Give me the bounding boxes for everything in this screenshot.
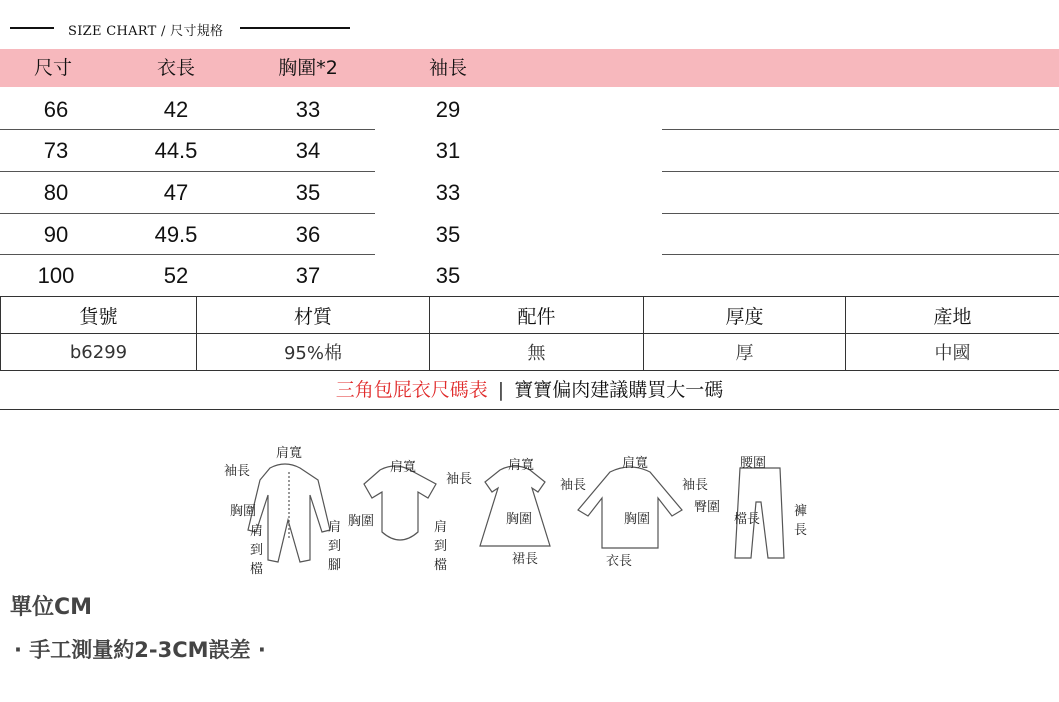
row-divider bbox=[0, 254, 375, 255]
spec-header-item-no: 貨號 bbox=[1, 297, 197, 334]
column-header-sleeve: 袖長 bbox=[428, 57, 467, 79]
label-shoulder-to-crotch: 肩到檔 bbox=[434, 520, 448, 573]
note-red-text: 三角包屁衣尺碼表 bbox=[335, 379, 488, 401]
table-cell: 35 bbox=[295, 180, 321, 205]
label-hip: 臀圍 bbox=[694, 500, 721, 515]
spec-header-origin: 產地 bbox=[846, 297, 1059, 334]
spec-header-row bbox=[1, 297, 1059, 334]
row-divider bbox=[662, 254, 1059, 255]
spec-header-thickness: 厚度 bbox=[644, 297, 846, 334]
label-sleeve: 袖長 bbox=[682, 478, 709, 493]
table-cell: 35 bbox=[435, 263, 461, 288]
header-rule-left bbox=[10, 27, 54, 29]
table-cell: 73 bbox=[43, 138, 69, 163]
note-advice-text: 寶寶偏肉建議購買大一碼 bbox=[514, 379, 724, 401]
spec-header-accessories: 配件 bbox=[430, 297, 644, 334]
measurement-error-note: · 手工測量約2-3CM誤差 · bbox=[14, 638, 266, 662]
size-chart-header bbox=[0, 14, 360, 42]
spec-value-origin: 中國 bbox=[846, 334, 1059, 371]
table-cell: 34 bbox=[295, 138, 321, 163]
label-skirt-length: 裙長 bbox=[512, 552, 539, 567]
spec-value-accessories: 無 bbox=[430, 334, 644, 371]
table-cell: 33 bbox=[295, 97, 321, 122]
table-cell: 42 bbox=[163, 97, 189, 122]
table-cell: 44.5 bbox=[154, 138, 198, 163]
table-cell: 47 bbox=[163, 180, 189, 205]
size-advice-note bbox=[0, 372, 1059, 410]
label-sleeve: 袖長 bbox=[560, 478, 587, 493]
row-divider bbox=[0, 129, 375, 130]
row-divider bbox=[0, 171, 375, 172]
label-chest: 胸圍 bbox=[348, 514, 375, 529]
label-shoulder: 肩寬 bbox=[622, 456, 649, 471]
measurement-diagrams bbox=[200, 440, 840, 580]
label-crotch: 檔長 bbox=[734, 512, 761, 527]
label-chest: 胸圍 bbox=[230, 504, 257, 519]
spec-header-material: 材質 bbox=[197, 297, 430, 334]
table-cell: 31 bbox=[435, 138, 461, 163]
label-chest: 胸圍 bbox=[624, 512, 651, 527]
label-waist: 腰圍 bbox=[740, 456, 767, 471]
table-cell: 66 bbox=[43, 97, 69, 122]
label-chest: 胸圍 bbox=[506, 512, 533, 527]
spec-value-thickness: 厚 bbox=[644, 334, 846, 371]
label-shoulder-to-crotch: 肩到檔 bbox=[250, 524, 264, 577]
size-chart-title: SIZE CHART / 尺寸規格 bbox=[68, 24, 224, 39]
product-spec-table bbox=[0, 296, 1059, 371]
label-pants-length: 褲長 bbox=[794, 504, 808, 538]
table-cell: 52 bbox=[163, 263, 189, 288]
column-header-chest: 胸圍*2 bbox=[278, 57, 338, 79]
header-rule-right bbox=[240, 27, 350, 29]
column-header-size: 尺寸 bbox=[33, 57, 72, 79]
table-cell: 49.5 bbox=[154, 222, 198, 247]
label-shoulder-to-foot: 肩到腳 bbox=[328, 520, 342, 573]
label-shoulder: 肩寬 bbox=[390, 460, 417, 475]
label-sleeve: 袖長 bbox=[446, 472, 473, 487]
table-cell: 36 bbox=[295, 222, 321, 247]
table-cell: 100 bbox=[37, 263, 75, 288]
table-cell: 29 bbox=[435, 97, 461, 122]
spec-value-material: 95%棉 bbox=[197, 334, 430, 371]
note-separator: | bbox=[497, 379, 505, 401]
label-garment-length: 衣長 bbox=[606, 554, 633, 569]
label-shoulder: 肩寬 bbox=[276, 446, 303, 461]
row-divider bbox=[662, 213, 1059, 214]
spec-value-item-no: b6299 bbox=[1, 334, 197, 371]
column-header-length: 衣長 bbox=[156, 57, 195, 79]
row-divider bbox=[662, 129, 1059, 130]
table-cell: 90 bbox=[43, 222, 69, 247]
table-cell: 35 bbox=[435, 222, 461, 247]
label-shoulder: 肩寬 bbox=[508, 458, 535, 473]
unit-label: 單位CM bbox=[10, 595, 93, 620]
label-sleeve: 袖長 bbox=[224, 464, 251, 479]
table-cell: 33 bbox=[435, 180, 461, 205]
spec-value-row bbox=[1, 334, 1059, 371]
table-cell: 37 bbox=[295, 263, 321, 288]
row-divider bbox=[0, 213, 375, 214]
row-divider bbox=[662, 171, 1059, 172]
table-cell: 80 bbox=[43, 180, 69, 205]
